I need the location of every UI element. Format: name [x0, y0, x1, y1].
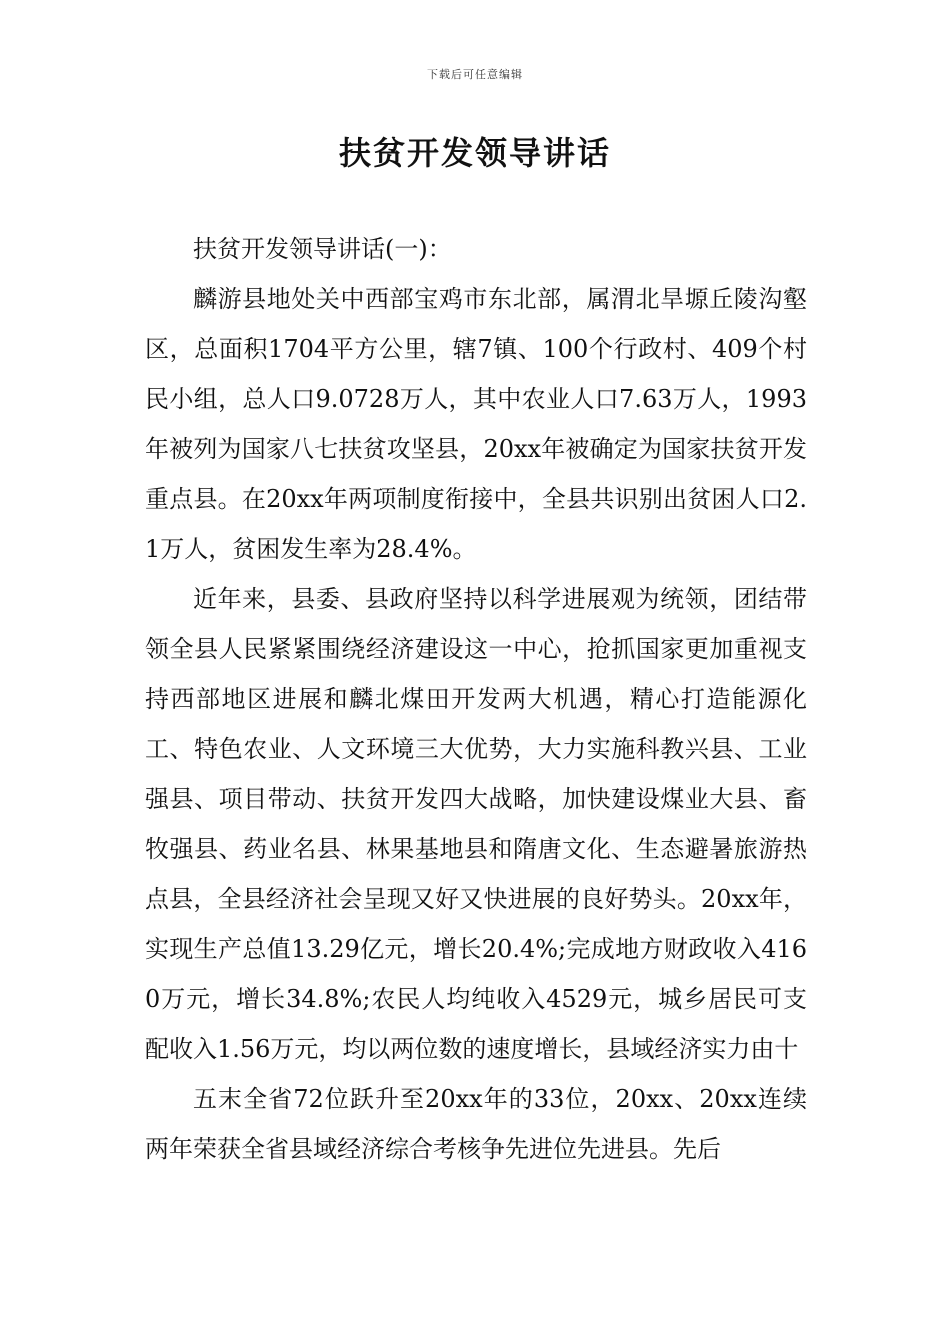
paragraph: 近年来，县委、县政府坚持以科学进展观为统领，团结带领全县人民紧紧围绕经济建设这一中心，抢抓国家更加重视支持西部地区进展和麟北煤田开发两大机遇，精心打造能源化工、特色农业、人文环境三大优势，大力实施科教兴县、工业强县、项目带动、扶贫开发四大战略，加快建设煤业大县、畜牧强县、药业名县、林果基地县和隋唐文化、生态避暑旅游热点县，全县经济社会呈现又好又快进展的良好势头。20xx年，实现生产总值13.29亿元，增长20.4%;完成地方财政收入4160万元，增长34.8%;农民人均纯收入4529元，城乡居民可支配收入1.56万元，均以两位数的速度增长，县域经济实力由十: [145, 585, 807, 1063]
document-title: 扶贫开发领导讲话: [338, 134, 611, 172]
paragraph-heading: 扶贫开发领导讲话(一)：: [193, 235, 452, 263]
document-body: [145, 224, 807, 1174]
paragraph: 麟游县地处关中西部宝鸡市东北部，属渭北旱塬丘陵沟壑区，总面积1704平方公里，辖7镇、100个行政村、409个村民小组，总人口9.0728万人，其中农业人口7.63万人，1993年被列为国家八七扶贫攻坚县，20xx年被确定为国家扶贫开发重点县。在20xx年两项制度衔接中，全县共识别出贫困人口2.1万人，贫困发生率为28.4%。: [145, 285, 807, 563]
header-note: 下载后可任意编辑: [427, 68, 523, 81]
paragraph: 五末全省72位跃升至20xx年的33位，20xx、20xx连续两年荣获全省县域经济综合考核争先进位先进县。先后: [145, 1085, 807, 1163]
